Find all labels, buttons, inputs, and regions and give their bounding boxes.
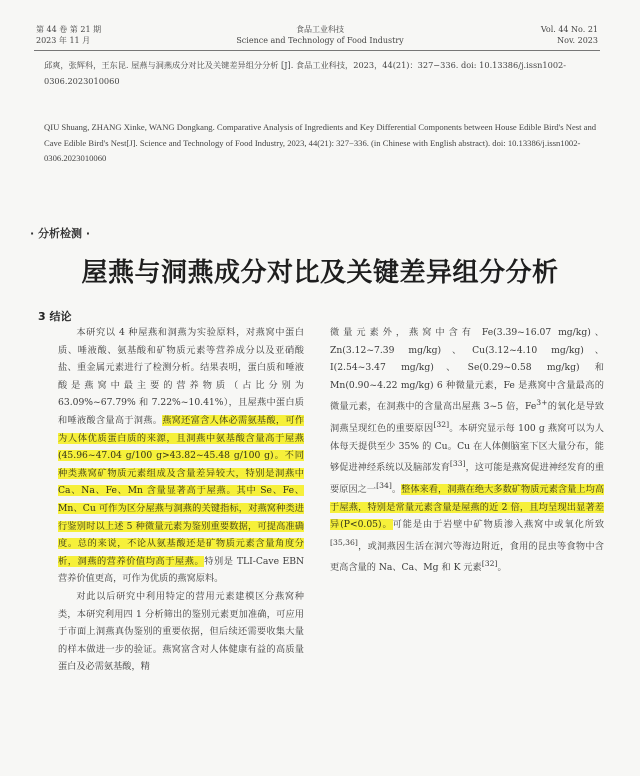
- header-divider: [34, 50, 600, 51]
- paragraph-text: 的氧化是导致洞燕呈现红色的重要原因: [330, 401, 604, 435]
- superscript: 3+: [536, 398, 548, 408]
- reference-mark: [33]: [449, 459, 466, 469]
- journal-name-en: Science and Technology of Food Industry: [236, 36, 404, 45]
- paragraph-text: ，这可能是燕窝促进神经发育的重要原因之一: [330, 462, 605, 495]
- paragraph-text: 。: [391, 484, 402, 495]
- highlighted-text: 燕窝还富含人体必需氨基酸，可作为人体优质蛋白质的来源，且洞燕中氨基酸含量高于屋燕(45.96~47.04 g/100 g>43.82~45.48 g/100 g)。不同种类燕窝矿物质元素组成及含量差异较大，特别是洞燕中 Ca、Na、Fe、Mn 含量显著高于屋燕。其中 Se、Fe、Mn、Cu 可作为区分屋燕与洞燕的关键指标，对燕窝种类进行鉴别时以上述 5 种微量元素为鉴别重要数据，可提高准确度。总的来说，不论从氨基酸还是矿物质元素含量角度分析，洞燕的营养价值均高于屋燕。: [58, 414, 305, 567]
- journal-name-cn: 食品工业科技: [296, 25, 344, 34]
- publish-date-en: Nov. 2023: [557, 36, 598, 45]
- paragraph-text: 。本研究显示每 100 g 燕窝可以为人体每天提供至少 35% 的 Cu。Cu 在人体侧脑室下区大量分布，能够促进神经系统以及脑部发育: [330, 423, 604, 474]
- left-column: [58, 324, 304, 676]
- reference-mark: [34]: [376, 480, 392, 490]
- volume-issue-en: Vol. 44 No. 21: [540, 25, 598, 34]
- journal-volume-en: [541, 24, 598, 46]
- publish-date: 2023 年 11 月: [36, 36, 91, 45]
- reference-mark: [32]: [481, 559, 498, 569]
- conclusion-heading: 3 结论: [38, 310, 72, 323]
- citation-english: QIU Shuang, ZHANG Xinke, WANG Dongkang. Comparative Analysis of Ingredients and Key Differential Components between House Edible Bird's Nest and Cave Edible Bird's Nest[J]. Science and Technology of Food Industry, 2023, 44(21): 327−336. (in Chinese with English abstract). doi: 10.13386/j.issn1002-0306.2023010060: [44, 122, 597, 163]
- conclusion-paragraph-2: 对此以后研究中利用特定的营用元素建模区分燕窝种类，本研究利用四 1 分析筛出的鉴别元素更加准确，可应用于市面上洞燕真伪鉴别的重要依据，但后续还需要收集大量的样本做进一步的验证。燕窝富含对人体健康有益的高质量蛋白及必需氨基酸，精: [58, 590, 304, 673]
- conclusion-paragraph-continued: [330, 324, 604, 577]
- conclusion-paragraph-1: [58, 324, 304, 588]
- volume-issue: 第 44 卷 第 21 期: [36, 25, 102, 34]
- paragraph-text: 微量元素外，燕窝中含有 Fe(3.39~16.07 mg/kg)、Zn(3.12~7.39 mg/kg)、Cu(3.12~4.10 mg/kg)、I(2.54~3.47 mg/kg)、Se(0.29~0.58 mg/kg) 和 Mn(0.90~4.22 mg/kg) 6 种微量元素，Fe 是燕窝中含量最高的微量元素，在洞燕中的含量高出屋燕 3~5 倍，Fe: [330, 327, 604, 413]
- citation-chinese: 邱爽，张辉科，王东昆. 屋燕与洞燕成分对比及关键差异组分分析 [J]. 食品工业科技，2023，44(21)：327−336. doi: 10.13386/j.issn1002-0306.2023010060: [44, 60, 567, 86]
- right-column: [330, 324, 604, 577]
- section-tag: · 分析检测 ·: [30, 227, 91, 240]
- paragraph-text: 。: [497, 562, 507, 574]
- paper-title: 屋燕与洞燕成分对比及关键差异组分分析: [81, 258, 559, 288]
- paragraph-text: ，或洞燕因生活在洞穴等海边附近，食用的昆虫等食物中含更高含量的 Na、Ca、Mg 和 K 元素: [330, 540, 604, 574]
- paragraph-text: 特别是 TLI-Cave EBN 营养价值更高，可作为优质的燕窝原料。: [58, 555, 304, 585]
- paragraph-text: 本研究以 4 种屋燕和洞燕为实验原料，对燕窝中蛋白质、唾液酸、氨基酸和矿物质元素等营养成分以及亚硝酸盐、重金属元素进行了检测分析。结果表明，蛋白质和唾液酸是燕窝中最主要的营养物质（占比分别为 63.09%~67.79% 和 7.22%~10.41%），且屋燕中蛋白质和唾液酸含量高于洞燕。: [58, 327, 304, 426]
- highlighted-text: 整体来看，洞燕在绝大多数矿物质元素含量上均高于屋燕，特别是常量元素含量是屋燕的近 2 倍，且均呈现出显著差异(P<0.05)。: [330, 484, 605, 531]
- paragraph-text: 可能是由于岩壁中矿物质渗入燕窝中或氧化所致: [392, 519, 605, 531]
- reference-mark: [32]: [433, 420, 450, 430]
- reference-mark: [35,36]: [330, 537, 358, 547]
